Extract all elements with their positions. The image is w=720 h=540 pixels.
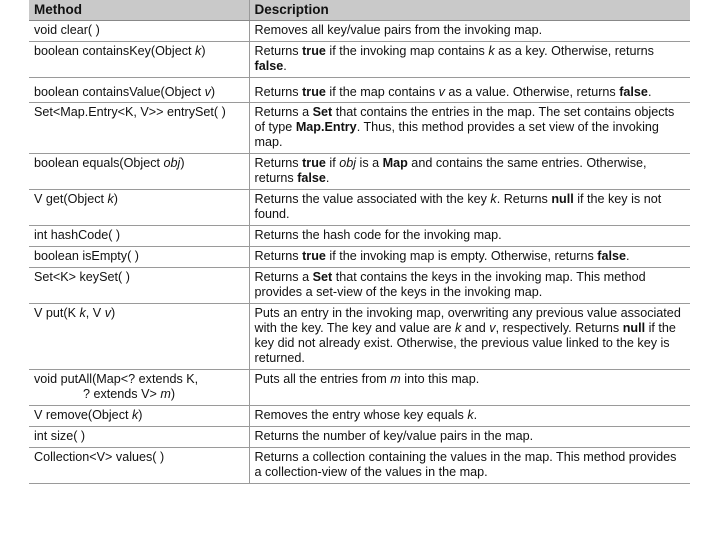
table-row <box>29 190 690 226</box>
description-cell: Returns true if the invoking map is empty. Otherwise, returns false. <box>249 247 690 268</box>
table-header-row <box>29 0 690 21</box>
method-cell: Collection<V> values( ) <box>29 448 249 484</box>
table-row <box>29 304 690 370</box>
description-cell: Returns a collection containing the values in the map. This method provides a collection-view of the values in the map. <box>249 448 690 484</box>
table-row <box>29 78 690 103</box>
table-row <box>29 406 690 427</box>
description-cell: Returns a Set that contains the entries in the map. The set contains objects of type Map.Entry. Thus, this method provides a set view of the invoking map. <box>249 103 690 154</box>
method-cell: V put(K k, V v) <box>29 304 249 370</box>
table-row <box>29 42 690 78</box>
method-cell: int size( ) <box>29 427 249 448</box>
description-cell: Returns the value associated with the key k. Returns null if the key is not found. <box>249 190 690 226</box>
method-cell: void putAll(Map<? extends K, ? extends V> m) <box>29 370 249 406</box>
table-row <box>29 103 690 154</box>
method-cell: V get(Object k) <box>29 190 249 226</box>
method-cell: void clear( ) <box>29 21 249 42</box>
table-row <box>29 268 690 304</box>
description-cell: Puts an entry in the invoking map, overwriting any previous value associated with the key. The key and value are k and v, respectively. Returns null if the key did not already exist. Otherwise, the previous value linked to the key is returned. <box>249 304 690 370</box>
map-methods-table <box>29 0 690 484</box>
method-cell: V remove(Object k) <box>29 406 249 427</box>
header-method: Method <box>29 0 249 21</box>
method-cell: boolean containsKey(Object k) <box>29 42 249 78</box>
description-cell: Returns true if the map contains v as a value. Otherwise, returns false. <box>249 78 690 103</box>
description-cell: Returns a Set that contains the keys in the invoking map. This method provides a set-view of the keys in the invoking map. <box>249 268 690 304</box>
method-cell: boolean isEmpty( ) <box>29 247 249 268</box>
description-cell: Removes all key/value pairs from the invoking map. <box>249 21 690 42</box>
method-cell: int hashCode( ) <box>29 226 249 247</box>
method-cell: boolean equals(Object obj) <box>29 154 249 190</box>
table-row <box>29 247 690 268</box>
table-row <box>29 154 690 190</box>
header-description: Description <box>249 0 690 21</box>
description-cell: Returns the hash code for the invoking map. <box>249 226 690 247</box>
method-cell: Set<Map.Entry<K, V>> entrySet( ) <box>29 103 249 154</box>
table-row <box>29 427 690 448</box>
table-row <box>29 21 690 42</box>
table-row <box>29 370 690 406</box>
description-cell: Returns true if obj is a Map and contains the same entries. Otherwise, returns false. <box>249 154 690 190</box>
description-cell: Puts all the entries from m into this map. <box>249 370 690 406</box>
table-body <box>29 21 690 484</box>
table-row <box>29 448 690 484</box>
description-cell: Returns true if the invoking map contains k as a key. Otherwise, returns false. <box>249 42 690 78</box>
description-cell: Returns the number of key/value pairs in the map. <box>249 427 690 448</box>
method-cell: boolean containsValue(Object v) <box>29 78 249 103</box>
table-row <box>29 226 690 247</box>
description-cell: Removes the entry whose key equals k. <box>249 406 690 427</box>
method-cell: Set<K> keySet( ) <box>29 268 249 304</box>
